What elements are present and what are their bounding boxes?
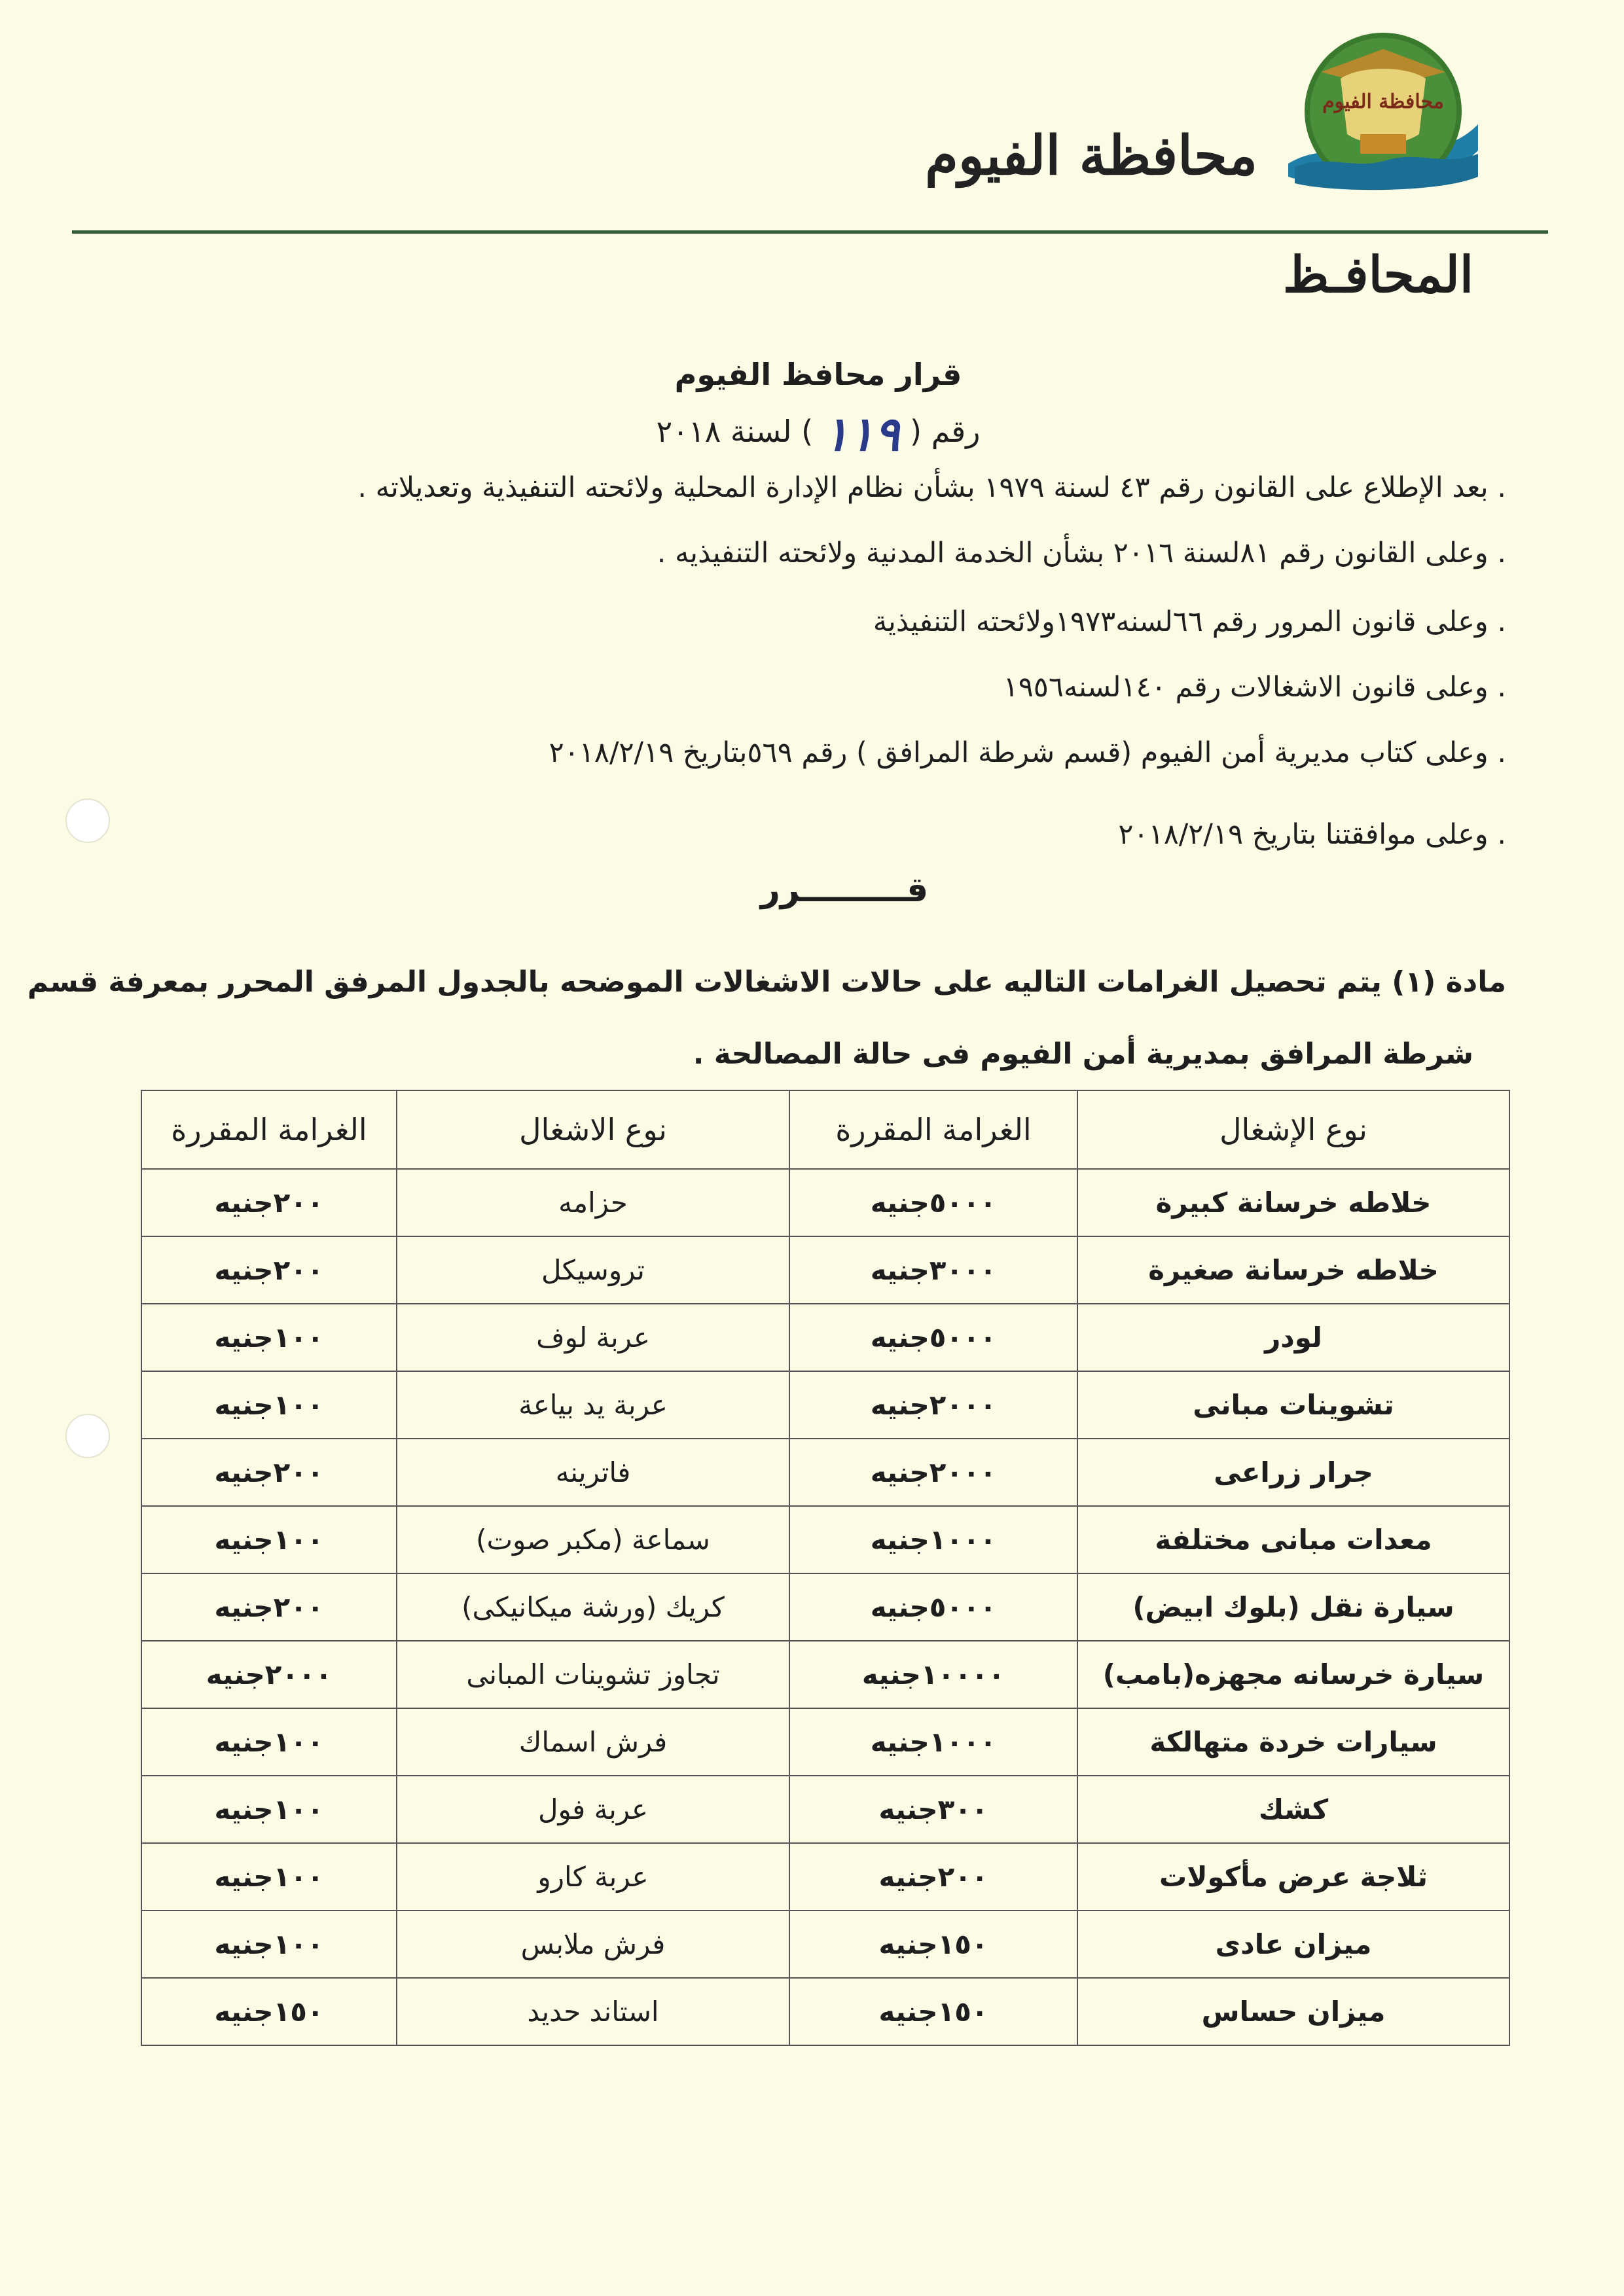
decree-number-prefix: رقم ( [910, 414, 981, 449]
table-cell: عربة لوف [397, 1304, 789, 1371]
table-row [141, 1304, 1509, 1371]
table-cell: ١٠٠جنيه [141, 1776, 397, 1843]
table-row [141, 1843, 1509, 1910]
table-cell: عربة فول [397, 1776, 789, 1843]
column-header-fine: الغرامة المقررة [141, 1090, 397, 1169]
punch-hole [65, 798, 110, 843]
table-cell: عربة كارو [397, 1843, 789, 1910]
table-cell: ١٥٠جنيه [789, 1978, 1077, 2045]
table-cell: ثلاجة عرض مأكولات [1077, 1843, 1509, 1910]
emblem-text: محافظة الفيوم [1322, 90, 1444, 113]
table-cell: ١٠٠جنيه [141, 1708, 397, 1776]
table-cell: كشك [1077, 1776, 1509, 1843]
table-cell: فرش ملابس [397, 1910, 789, 1978]
column-header-occupancy-type: نوع الإشغال [1077, 1090, 1509, 1169]
table-cell: ٢٠٠جنيه [141, 1169, 397, 1236]
preamble-line: . وعلى القانون رقم ٨١لسنة ٢٠١٦ بشأن الخدمة المدنية ولائحته التنفيذيه . [657, 537, 1506, 569]
fines-table [141, 1090, 1510, 2046]
table-cell: ١٠٠جنيه [141, 1304, 397, 1371]
office-title: المحافـظ [1282, 245, 1473, 304]
table-cell: ٥٠٠٠جنيه [789, 1573, 1077, 1641]
table-cell: ٢٠٠جنيه [789, 1843, 1077, 1910]
table-row [141, 1169, 1509, 1236]
decides-heading: قـــــــــرر [760, 870, 929, 910]
header-divider [72, 230, 1548, 234]
governorate-name: محافظة الفيوم [925, 124, 1257, 187]
table-cell: ٣٠٠جنيه [789, 1776, 1077, 1843]
table-cell: سيارات خردة متهالكة [1077, 1708, 1509, 1776]
table-cell: ٥٠٠٠جنيه [789, 1304, 1077, 1371]
column-header-occupancy-type: نوع الاشغال [397, 1090, 789, 1169]
table-row [141, 1236, 1509, 1304]
table-cell: استاند حديد [397, 1978, 789, 2045]
table-cell: كريك (ورشة ميكانيكى) [397, 1573, 789, 1641]
table-cell: خلاطه خرسانة كبيرة [1077, 1169, 1509, 1236]
table-row [141, 1978, 1509, 2045]
table-cell: ١٠٠جنيه [141, 1506, 397, 1573]
table-cell: خلاطه خرسانة صغيرة [1077, 1236, 1509, 1304]
article-text-line-1: مادة (١) يتم تحصيل الغرامات التاليه على حالات الاشغالات الموضحه بالجدول المرفق المحرر بمعرفة قسم [27, 965, 1506, 999]
table-cell: ميزان حساس [1077, 1978, 1509, 2045]
table-cell: سيارة خرسانه مجهزه(بامب) [1077, 1641, 1509, 1708]
table-cell: ٢٠٠جنيه [141, 1439, 397, 1506]
table-cell: ١٠٠٠جنيه [789, 1506, 1077, 1573]
table-row [141, 1776, 1509, 1843]
table-cell: ١٥٠جنيه [141, 1978, 397, 2045]
table-cell: سيارة نقل (بلوك ابيض) [1077, 1573, 1509, 1641]
preamble-line: . وعلى قانون الاشغالات رقم ١٤٠لسنه١٩٥٦ [1003, 671, 1506, 704]
table-cell: ٢٠٠٠جنيه [789, 1439, 1077, 1506]
table-cell: ميزان عادى [1077, 1910, 1509, 1978]
table-cell: ٣٠٠٠جنيه [789, 1236, 1077, 1304]
preamble-line: . وعلى كتاب مديرية أمن الفيوم (قسم شرطة المرافق ) رقم ٥٦٩بتاريخ ٢٠١٨/٢/١٩ [549, 736, 1506, 769]
table-cell: ٢٠٠٠جنيه [141, 1641, 397, 1708]
decree-title: قرار محافظ الفيوم [674, 357, 962, 392]
table-cell: ٢٠٠جنيه [141, 1573, 397, 1641]
table-cell: لودر [1077, 1304, 1509, 1371]
preamble-line: . وعلى موافقتنا بتاريخ ٢٠١٨/٢/١٩ [1118, 818, 1506, 851]
table-cell: ١٠٠٠٠جنيه [789, 1641, 1077, 1708]
table-row [141, 1439, 1509, 1506]
decree-number-handwritten: ١١٩ [823, 406, 900, 461]
table-cell: ٥٠٠٠جنيه [789, 1169, 1077, 1236]
table-cell: ١٠٠جنيه [141, 1843, 397, 1910]
table-row [141, 1573, 1509, 1641]
table-cell: عربة يد بياعة [397, 1371, 789, 1439]
column-header-fine: الغرامة المقررة [789, 1090, 1077, 1169]
decree-number-line [589, 406, 1047, 461]
table-cell: فاترينه [397, 1439, 789, 1506]
table-row [141, 1910, 1509, 1978]
table-row [141, 1506, 1509, 1573]
table-row [141, 1641, 1509, 1708]
table-row [141, 1371, 1509, 1439]
table-header-row [141, 1090, 1509, 1169]
preamble-line: . بعد الإطلاع على القانون رقم ٤٣ لسنة ١٩٧٩ بشأن نظام الإدارة المحلية ولائحته التنفيذية وتعديلاته . [357, 471, 1506, 504]
table-cell: جرار زراعى [1077, 1439, 1509, 1506]
table-cell: فرش اسماك [397, 1708, 789, 1776]
table-cell: ١٠٠٠جنيه [789, 1708, 1077, 1776]
table-cell: تشوينات مبانى [1077, 1371, 1509, 1439]
table-cell: تجاوز تشوينات المبانى [397, 1641, 789, 1708]
table-cell: ١٠٠جنيه [141, 1371, 397, 1439]
table-cell: ٢٠٠جنيه [141, 1236, 397, 1304]
decree-number-suffix: ) لسنة ٢٠١٨ [656, 414, 814, 449]
table-cell: ٢٠٠٠جنيه [789, 1371, 1077, 1439]
table-cell: تروسيكل [397, 1236, 789, 1304]
table-cell: سماعة (مكبر صوت) [397, 1506, 789, 1573]
governorate-emblem-logo [1282, 26, 1485, 209]
preamble-line: . وعلى قانون المرور رقم ٦٦لسنه١٩٧٣ولائحته التنفيذية [873, 605, 1506, 638]
table-cell: حزامه [397, 1169, 789, 1236]
table-cell: معدات مبانى مختلفة [1077, 1506, 1509, 1573]
article-text-line-2: شرطة المرافق بمديرية أمن الفيوم فى حالة المصالحة . [693, 1037, 1473, 1071]
punch-hole [65, 1414, 110, 1458]
table-row [141, 1708, 1509, 1776]
table-cell: ١٠٠جنيه [141, 1910, 397, 1978]
table-cell: ١٥٠جنيه [789, 1910, 1077, 1978]
